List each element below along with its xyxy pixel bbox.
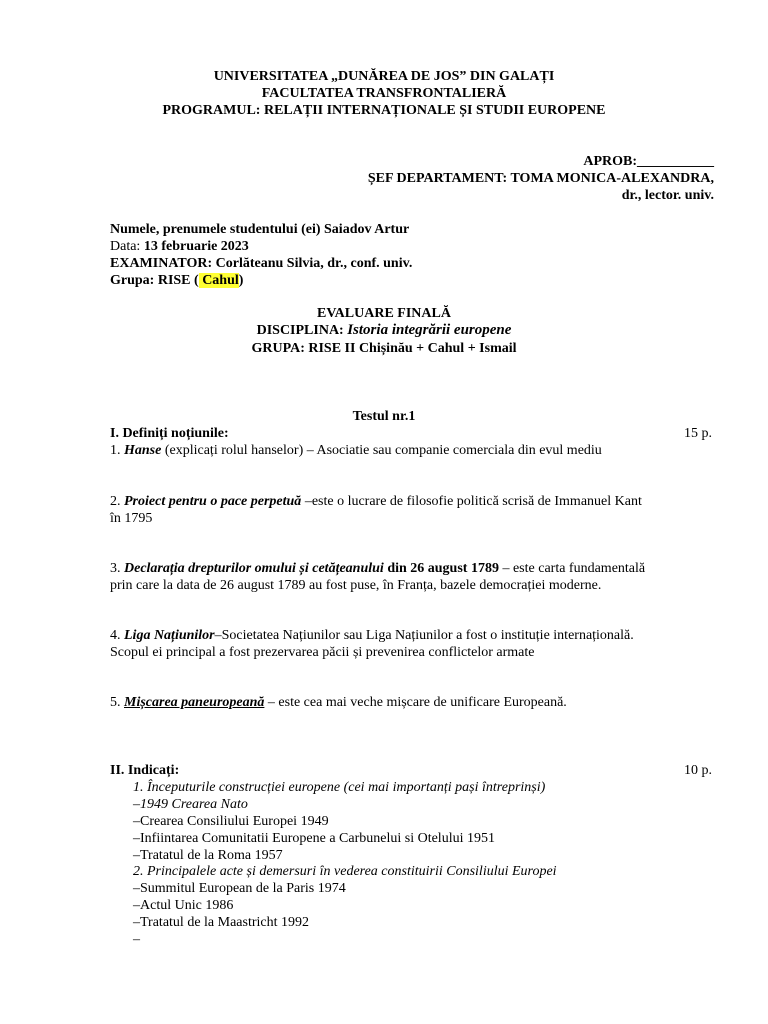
- q2-term: Proiect pentru o pace perpetuă: [124, 494, 302, 509]
- q4-number: 4.: [110, 628, 124, 643]
- section2-heading: II. Indicați:: [110, 763, 180, 778]
- university-name: UNIVERSITATEA „DUNĂREA DE JOS” DIN GALAȚI: [213, 69, 555, 84]
- approval-line: APROB:___________: [583, 154, 714, 169]
- discipline: [0, 322, 768, 339]
- date-value: 13 februarie 2023: [143, 239, 249, 254]
- exam-title: EVALUARE FINALĂ: [317, 306, 451, 321]
- q4-text: –Societatea Națiunilor sau Liga Națiunilor a fost o instituție internațională.: [214, 628, 634, 643]
- department-head-title: dr., lector. univ.: [621, 188, 714, 203]
- program-name: PROGRAMUL: RELAȚII INTERNAȚIONALE ȘI STUDII EUROPENE: [162, 103, 606, 118]
- question-3: [110, 560, 645, 577]
- q5-number: 5.: [110, 695, 124, 710]
- student-group: [110, 272, 243, 289]
- item2-line-2: –Actul Unic 1986: [133, 898, 234, 913]
- section2-item2: 2. Principalele acte și demersuri în vederea constituirii Consiliului Europei: [133, 864, 557, 879]
- group-highlight: Cahul: [198, 273, 239, 288]
- item1-line-2: –Crearea Consiliului Europei 1949: [133, 814, 329, 829]
- group-prefix: Grupa: RISE (: [110, 273, 199, 288]
- test-number: Testul nr.1: [352, 409, 416, 424]
- department-head: ȘEF DEPARTAMENT: TOMA MONICA-ALEXANDRA,: [367, 171, 714, 186]
- item1-line-1: –1949 Crearea Nato: [133, 797, 248, 812]
- item1-line-4: –Tratatul de la Roma 1957: [133, 848, 283, 863]
- q5-term: Mișcarea paneuropeană: [124, 695, 265, 710]
- question-4: [110, 627, 634, 644]
- faculty-name: FACULTATEA TRANSFRONTALIERĂ: [261, 86, 507, 101]
- section1-heading: I. Definiți noțiunile:: [110, 426, 229, 441]
- section1-points: 15 p.: [684, 426, 712, 441]
- student-name: Numele, prenumele studentului (ei) Saiadov Artur: [110, 222, 410, 237]
- date-label: Data:: [110, 239, 141, 254]
- question-1: [110, 442, 602, 459]
- q3-term-tail: din 26 august 1789: [383, 561, 499, 576]
- exam-group: GRUPA: RISE II Chișinău + Cahul + Ismail: [251, 341, 517, 356]
- section2-points: 10 p.: [684, 763, 712, 778]
- item1-line-3: –Infiintarea Comunitatii Europene a Carbunelui si Otelului 1951: [133, 831, 495, 846]
- section2-item1: 1. Începuturile construcției europene (cei mai importanți pași întreprinși): [133, 780, 546, 795]
- question-2-line2: în 1795: [110, 511, 153, 526]
- q4-term: Liga Națiunilor: [124, 628, 215, 643]
- q3-number: 3.: [110, 561, 124, 576]
- question-3-line2: prin care la data de 26 august 1789 au fost puse, în Franța, bazele democrației moderne.: [110, 578, 602, 593]
- question-2: [110, 493, 642, 510]
- item2-line-4: –: [133, 932, 140, 947]
- discipline-label: DISCIPLINA:: [256, 323, 344, 338]
- q2-text: –este o lucrare de filosofie politică scrisă de Immanuel Kant: [301, 494, 642, 509]
- discipline-name: Istoria integrării europene: [347, 322, 512, 338]
- item2-line-3: –Tratatul de la Maastricht 1992: [133, 915, 310, 930]
- item2-line-1: –Summitul European de la Paris 1974: [133, 881, 346, 896]
- q2-number: 2.: [110, 494, 124, 509]
- question-5: [110, 694, 567, 711]
- group-suffix: ): [238, 273, 244, 288]
- q5-text: – este cea mai veche mișcare de unificare Europeană.: [264, 695, 567, 710]
- question-4-line2: Scopul ei principal a fost prezervarea păcii și prevenirea conflictelor armate: [110, 645, 535, 660]
- exam-date: [110, 238, 249, 255]
- examiner: EXAMINATOR: Corlăteanu Silvia, dr., conf. univ.: [110, 256, 413, 271]
- q1-number: 1.: [110, 443, 124, 458]
- q3-term: Declarația drepturilor omului și cetățeanului: [124, 561, 384, 576]
- q1-text: (explicați rolul hanselor) – Asociatie sau companie comerciala din evul mediu: [161, 443, 602, 458]
- q3-text: – este carta fundamentală: [498, 561, 646, 576]
- q1-term: Hanse: [124, 443, 162, 458]
